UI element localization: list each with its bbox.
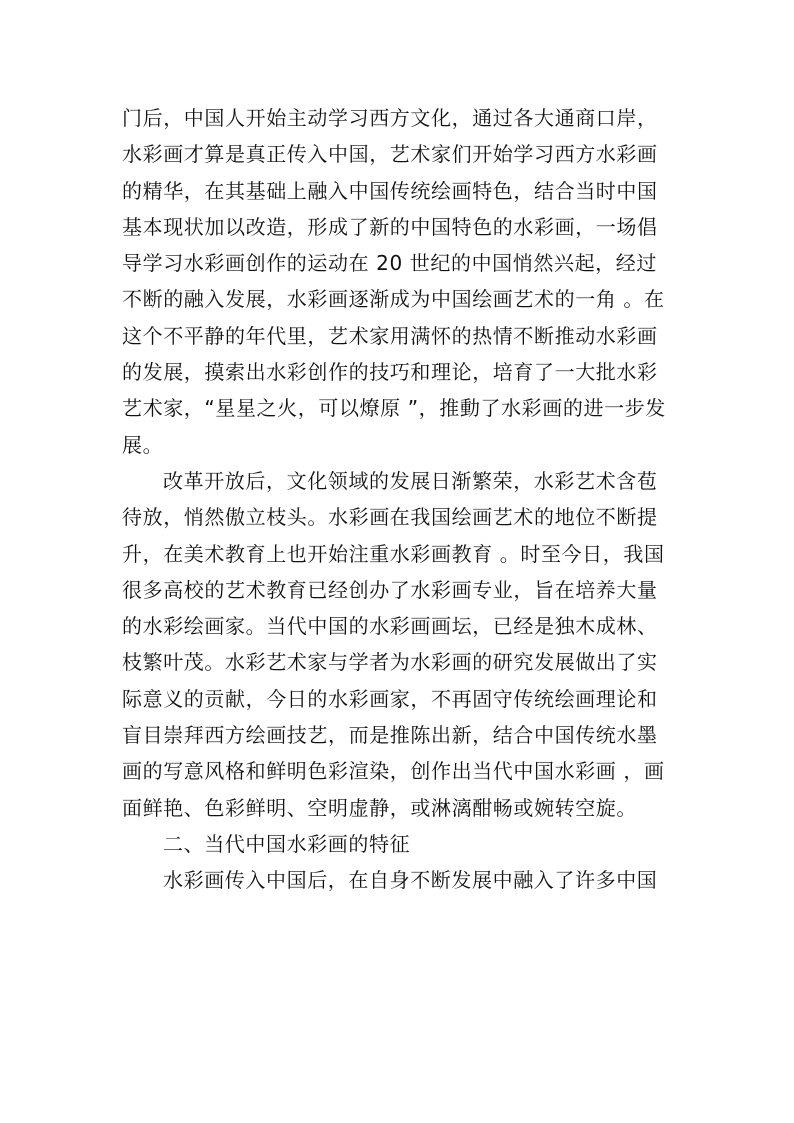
text-line: 的水彩绘画家。当代中国的水彩画画坛，已经是独木成林、 xyxy=(122,614,658,639)
text-line: 升，在美术教育上也开始注重水彩画教育 。时至今日，我国 xyxy=(122,541,665,566)
text-line: 展。 xyxy=(122,432,164,457)
text-line: 的发展，摸索出水彩创作的技巧和理论，培育了一大批水彩 xyxy=(122,360,658,385)
text-line: 艺术家，“星星之火，可以燎原 ”，推動了水彩画的进一步发 xyxy=(122,396,666,421)
text-line: 枝繁叶茂。水彩艺术家与学者为水彩画的研究发展做出了实 xyxy=(122,650,658,675)
section-heading: 二、当代中国水彩画的特征 xyxy=(163,831,411,856)
text-line: 面鲜艳、色彩鲜明、空明虚静，或淋漓酣畅或婉转空旋。 xyxy=(122,795,637,820)
text-line: 待放，悄然傲立枝头。水彩画在我国绘画艺术的地位不断提 xyxy=(122,505,658,530)
text-line: 的精华，在其基础上融入中国传统绘画特色，结合当时中国 xyxy=(122,178,658,203)
text-line: 际意义的贡献，今日的水彩画家，不再固守传统绘画理论和 xyxy=(122,686,658,711)
text-line: 这个不平静的年代里，艺术家用满怀的热情不断推动水彩画 xyxy=(122,323,658,348)
text-line: 水彩画才算是真正传入中国，艺术家们开始学习西方水彩画 xyxy=(122,142,658,167)
text-line: 画的写意风格和鲜明色彩渲染，创作出当代中国水彩画 ，画 xyxy=(122,759,665,784)
text-line: 不断的融入发展，水彩画逐渐成为中国绘画艺术的一角 。在 xyxy=(122,287,665,312)
paragraph-start-line: 水彩画传入中国后，在自身不断发展中融入了许多中国 xyxy=(163,868,658,893)
paragraph-start-line: 改革开放后，文化领域的发展日渐繁荣，水彩艺术含苞 xyxy=(163,468,658,493)
body-text xyxy=(122,100,682,899)
text-line: 盲目崇拜西方绘画技艺，而是推陈出新，结合中国传统水墨 xyxy=(122,723,658,748)
text-line: 基本现状加以改造，形成了新的中国特色的水彩画，一场倡 xyxy=(122,214,658,239)
text-line: 门后，中国人开始主动学习西方文化，通过各大通商口岸， xyxy=(122,106,658,130)
text-line: 很多高校的艺术教育已经创办了水彩画专业，旨在培养大量 xyxy=(122,577,658,602)
text-line: 导学习水彩画创作的运动在 20 世纪的中国悄然兴起，经过 xyxy=(122,251,657,276)
